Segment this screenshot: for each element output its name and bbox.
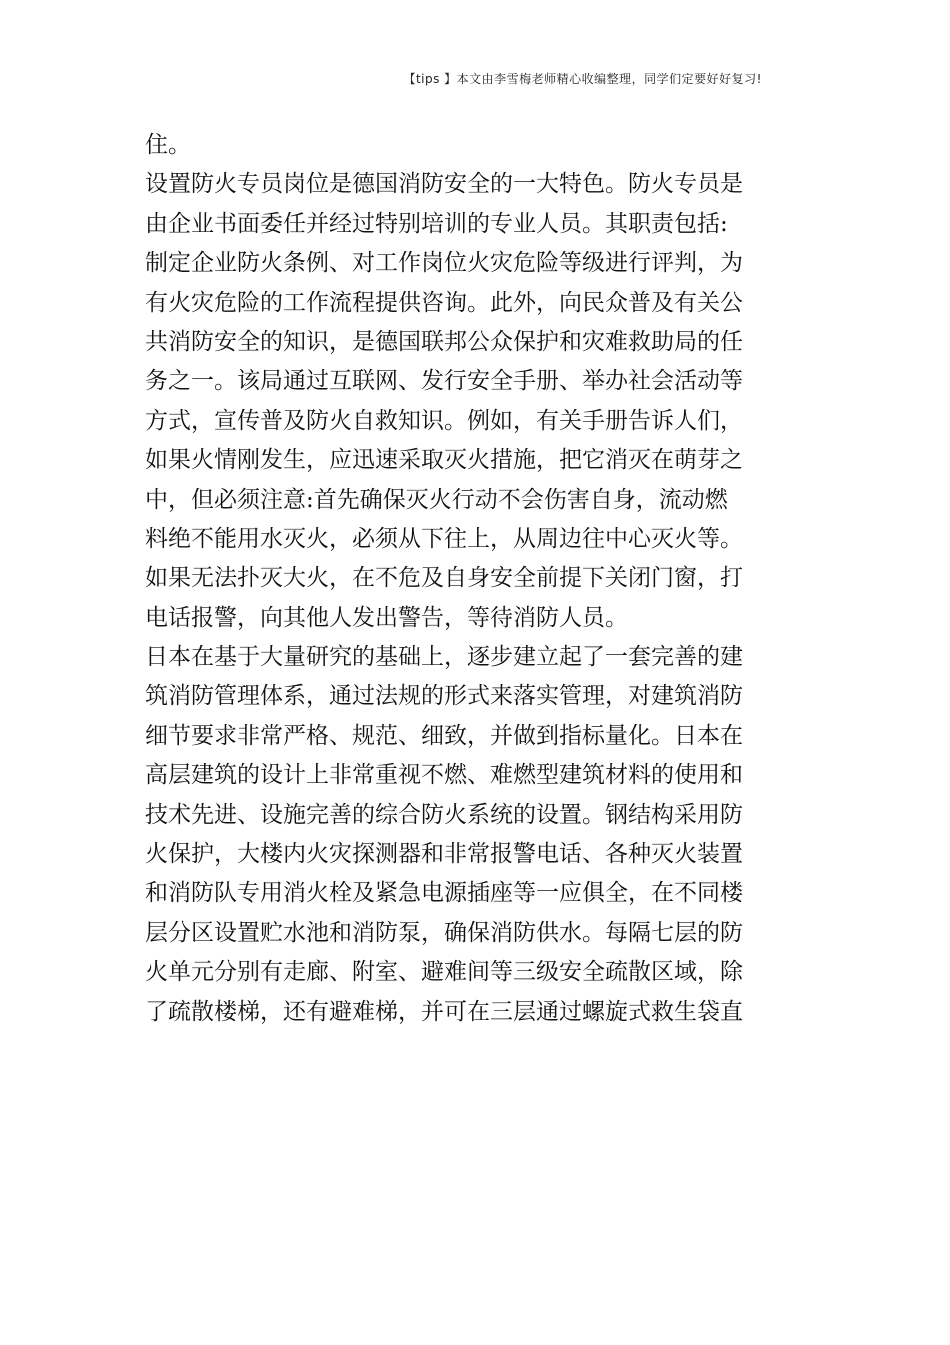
text-line: 中，但必须注意:首先确保灭火行动不会伤害自身，流动燃 [145,486,728,513]
text-line: 有火灾危险的工作流程提供咨询。此外，向民众普及有关公 [145,289,743,316]
text-line: 日本在基于大量研究的基础上，逐步建立起了一套完善的建 [145,644,743,671]
text-line: 筑消防管理体系，通过法规的形式来落实管理，对建筑消防 [145,683,743,710]
text-line: 设置防火专员岗位是德国消防安全的一大特色。防火专员是 [145,171,743,198]
body-text [145,126,745,1032]
text-line: 和消防队专用消火栓及紧急电源插座等一应俱全，在不同楼 [145,880,743,907]
text-line: 火保护，大楼内火灾探测器和非常报警电话、各种灭火装置 [145,841,743,868]
text-line: 如果火情刚发生，应迅速采取灭火措施，把它消灭在萌芽之 [145,447,743,474]
text-line: 层分区设置贮水池和消防泵，确保消防供水。每隔七层的防 [145,919,743,946]
text-line: 火单元分别有走廊、附室、避难间等三级安全疏散区域，除 [145,959,743,986]
text-line: 共消防安全的知识，是德国联邦公众保护和灾难救助局的任 [145,328,743,355]
text-line: 如果无法扑灭大火，在不危及自身安全前提下关闭门窗，打 [145,565,743,592]
text-line: 方式，宣传普及防火自救知识。例如，有关手册告诉人们， [145,407,743,434]
text-line: 了疏散楼梯，还有避难梯，并可在三层通过螺旋式救生袋直 [145,998,743,1025]
text-line: 细节要求非常严格、规范、细致，并做到指标量化。日本在 [145,722,743,749]
text-line: 由企业书面委任并经过特别培训的专业人员。其职责包括: [145,210,728,237]
text-line: 技术先进、设施完善的综合防火系统的设置。钢结构采用防 [145,801,743,828]
text-line: 住。 [145,132,191,158]
text-line: 料绝不能用水灭火，必须从下往上，从周边往中心灭火等。 [145,525,743,552]
text-line: 电话报警，向其他人发出警告，等待消防人员。 [145,604,628,631]
text-line: 高层建筑的设计上非常重视不燃、难燃型建筑材料的使用和 [145,762,743,789]
text-line: 制定企业防火条例、对工作岗位火灾危险等级进行评判，为 [145,250,743,277]
text-line: 务之一。该局通过互联网、发行安全手册、举办社会活动等 [145,368,743,395]
header-tips-note: 【tips 】本文由李雪梅老师精心收编整理，同学们定要好好复习! [403,72,762,86]
